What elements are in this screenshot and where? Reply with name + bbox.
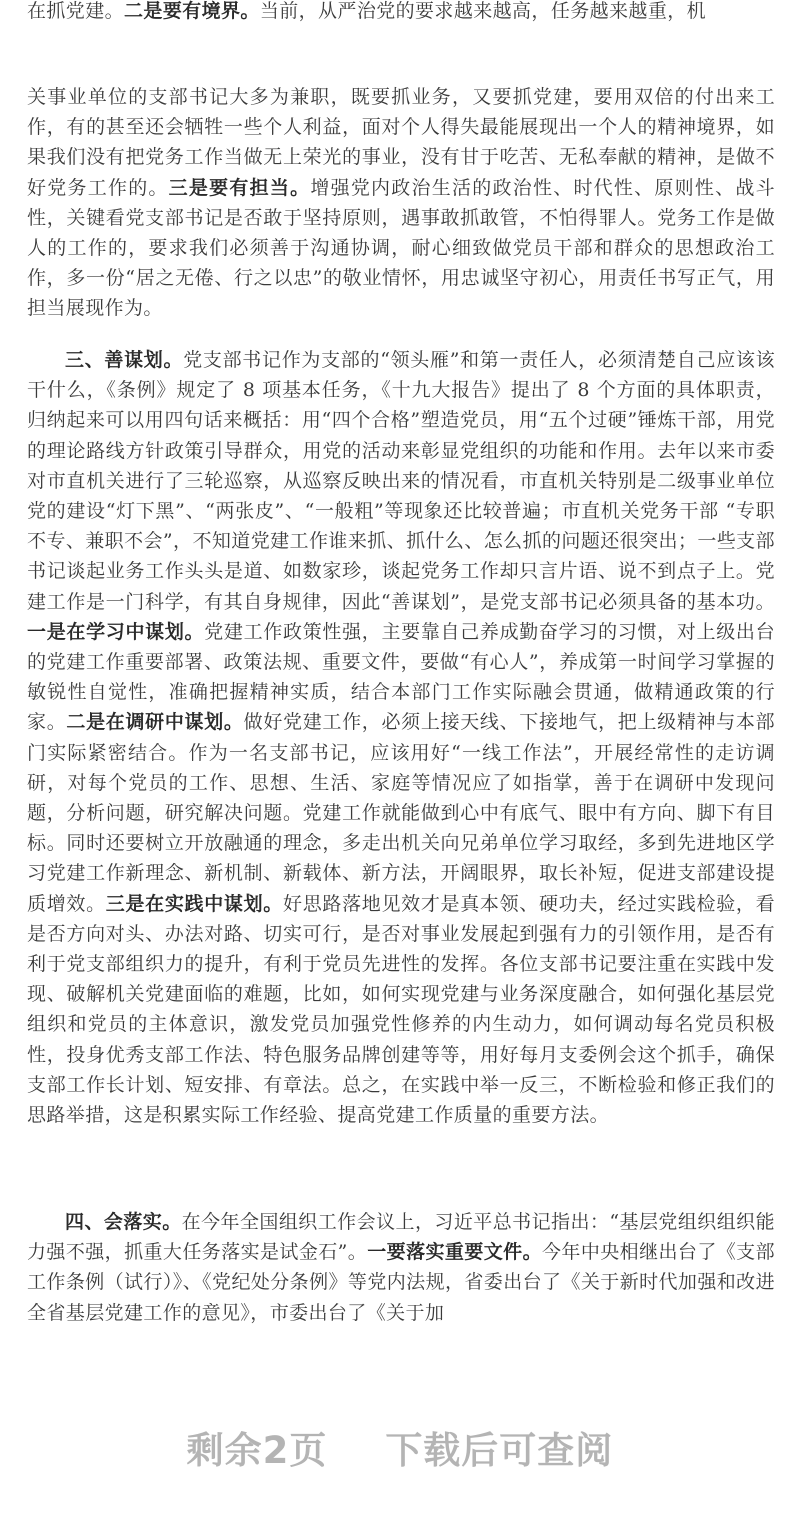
paragraph [27,0,775,26]
text-run: 做好党建工作，必须上接天线、下接地气，把上级精神与本部门实际紧密结合。作为一名支部书记，应该用好“一线工作法”，开展经常性的走访调研，对每个党员的工作、思想、生活、家庭等情况应了如指掌，善于在调研中发现问题，分析问题，研究解决问题。党建工作就能做到心中有底气、眼中有方向、脚下有目标。同时还要树立开放融通的理念，多走出机关向兄弟单位学习取经，多到先进地区学习党建工作新理念、新机制、新载体、新方法，开阔眼界，取长补短，促进支部建设提质增效。 [27,711,775,915]
text-run: 增强党内政治生活的政治性、时代性、原则性、战斗性，关键看党支部书记是否敢于坚持原则，遇事敢抓敢管，不怕得罪人。党务工作是做人的工作的，要求我们必须善于沟通协调，耐心细致做党员干部和群众的思想政治工作，多一份“居之无倦、行之以忠”的敬业情怀，用忠诚坚守初心，用责任书写正气，用担当展现作为。 [27,176,775,320]
paragraph [27,82,775,324]
text-run: 在今年全国组织工作会议上，习近平总书记指出：“基层党组织组织能力强不强，抓重大任务落实是试金石”。 [27,1211,775,1264]
paragraph [27,1207,775,1328]
text-run: 关事业单位的支部书记大多为兼职，既要抓业务，又要抓党建，要用双倍的付出来工作，有的甚至还会牺牲一些个人利益，面对个人得失最能展现出一个人的精神境界，如果我们没有把党务工作当做无上荣光的事业，没有甘于吃苦、无私奉献的精神，是做不好党务工作的。 [27,86,775,199]
bold-heading-run: 一是在学习中谋划。 [27,620,205,643]
bold-heading-run: 三是在实践中谋划。 [105,892,283,915]
text-run: 党建工作政策性强，主要靠自己养成勤奋学习的习惯，对上级出台的党建工作重要部署、政策法规、重要文件，要做“有心人”，养成第一时间学习掌握的敏锐性自觉性，准确把握精神实质，结合本部门工作实际融会贯通，做精通政策的行家。 [27,620,775,734]
bold-heading-run: 二是在调研中谋划。 [66,711,244,734]
text-run: 党支部书记作为支部的“领头雁”和第一责任人，必须清楚自己应该该干什么，《条例》规定了 8 项基本任务，《十九大报告》提出了 8 个方面的具体职责，归纳起来可以用四句话来概括：用“四个合格”塑造党员，用“五个过硬”锤炼干部，用党的理论路线方针政策引导群众，用党的活动来彰显党组织的功能和作用。去年以来市委对市直机关进行了三轮巡察，从巡察反映出来的情况看，市直机关特别是二级事业单位党的建设“灯下黑”、“两张皮”、“一般粗”等现象还比较普遍；市直机关党务干部 “专职不专、兼职不会”，不知道党建工作谁来抓、抓什么、怎么抓的问题还很突出；一些支部书记谈起业务工作头头是道、如数家珍，谈起党务工作却只言片语、说不到点子上。党建工作是一门科学，有其自身规律，因此“善谋划”，是党支部书记必须具备的基本功。 [27,349,775,613]
bold-heading-run: 三、善谋划。 [65,349,184,371]
bold-heading-run: 三是要有担当。 [168,176,311,199]
paragraph [27,345,775,1130]
bold-heading-run: 二是要有境界。 [124,0,260,22]
text-run: 好思路落地见效才是真本领、硬功夫，经过实践检验，看是否方向对头、办法对路、切实可行，是否对事业发展起到强有力的引领作用，是否有利于党支部组织力的提升，有利于党员先进性的发挥。各位支部书记要注重在实践中发现、破解机关党建面临的难题，比如，如何实现党建与业务深度融合，如何强化基层党组织和党员的主体意识，激发党员加强党性修养的内生动力，如何调动每名党员积极性，投身优秀支部工作法、特色服务品牌创建等等，用好每月支委例会这个抓手，确保支部工作长计划、短安排、有章法。总之，在实践中举一反三，不断检验和修正我们的思路举措，这是积累实际工作经验、提高党建工作质量的重要方法。 [27,892,775,1127]
bold-heading-run: 一要落实重要文件。 [367,1241,542,1264]
text-run: 今年中央相继出台了《支部工作条例（试行）》、《党纪处分条例》等党内法规，省委出台了《关于新时代加强和改进全省基层党建工作的意见》，市委出台了《关于加 [27,1241,775,1324]
text-run: 在抓党建。 [27,0,125,22]
bold-heading-run: 四、会落实。 [65,1211,182,1233]
remaining-pages-label: 剩余2页 [186,1429,328,1472]
download-to-view-label: 下载后可查阅 [385,1429,614,1472]
download-prompt[interactable] [0,1420,800,1474]
text-run: 当前，从严治党的要求越来越高，任务越来越重，机 [259,0,707,22]
